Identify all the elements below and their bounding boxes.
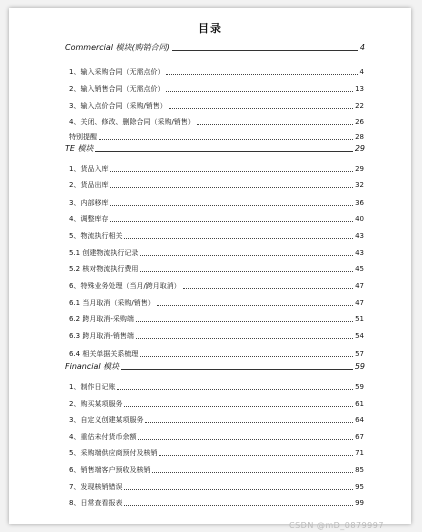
toc-page-number: 47	[355, 282, 364, 291]
toc-page-number: 29	[355, 164, 364, 173]
toc-entry-label: 6.4 相关单据关系梳理	[69, 349, 139, 358]
toc-leader-dots	[110, 187, 353, 188]
toc-leader-dots	[110, 171, 353, 172]
toc-section-row[interactable]	[65, 41, 365, 53]
toc-entry-label: 2、输入销售合同（无需点价）	[69, 85, 165, 93]
toc-entry-row[interactable]	[69, 178, 364, 190]
toc-page-number: 57	[355, 349, 364, 358]
toc-entry-row[interactable]	[69, 347, 364, 359]
toc-entry-label: 5、物流执行相关	[69, 232, 123, 241]
toc-leader-dots	[110, 205, 353, 206]
toc-leader-dots	[159, 455, 353, 456]
toc-entry-label: 5.2 核对物流执行费用	[69, 265, 139, 274]
toc-page-number: 13	[355, 85, 364, 93]
toc-leader-dots	[95, 151, 352, 152]
toc-page-number: 54	[355, 331, 364, 340]
toc-entry-label: 2、购买某项服务	[69, 399, 123, 408]
toc-section-row[interactable]	[65, 360, 365, 372]
toc-entry-row[interactable]	[69, 496, 364, 508]
toc-entry-label: 5、采购端供应商预付及核销	[69, 449, 158, 458]
toc-entry-row[interactable]	[69, 162, 364, 174]
toc-leader-dots	[152, 472, 353, 473]
toc-entry-label: 4、关闭、修改、删除合同（采购/销售）	[69, 118, 195, 127]
toc-page-number: 95	[355, 482, 364, 491]
toc-entry-label: 2、货品出库	[69, 181, 109, 190]
toc-leader-dots	[166, 74, 357, 75]
toc-entry-label: 4、调整库存	[69, 215, 109, 224]
toc-entry-label: 1、货品入库	[69, 164, 109, 173]
toc-page-number: 43	[355, 232, 364, 241]
toc-page-number: 67	[355, 432, 364, 441]
toc-entry-label: 6.3 跨月取消-销售端	[69, 331, 134, 340]
toc-entry-label: 3、内部移库	[69, 198, 109, 207]
toc-entry-row[interactable]	[69, 413, 364, 425]
toc-entry-row[interactable]	[69, 65, 364, 77]
toc-leader-dots	[124, 505, 353, 506]
toc-entry-label: 8、日常查看报表	[69, 499, 123, 508]
toc-page-number: 45	[355, 265, 364, 274]
toc-page-number: 71	[355, 449, 364, 458]
toc-leader-dots	[110, 221, 353, 222]
toc-page-number: 47	[355, 298, 364, 307]
toc-entry-label: 3、自定义创建某项服务	[69, 416, 144, 425]
toc-entry-label: 1、制作日记账	[69, 382, 116, 391]
toc-page-number: 22	[355, 101, 364, 110]
toc-entry-row[interactable]	[69, 115, 364, 127]
toc-title: 目录	[198, 22, 222, 35]
toc-page-number: 40	[355, 215, 364, 224]
toc-entry-row[interactable]	[69, 312, 364, 324]
toc-entry-label: TE 模块	[65, 144, 94, 154]
toc-entry-label: 4、重估未付货币余额	[69, 432, 137, 441]
toc-entry-label: 5.1 创建物流执行记录	[69, 248, 139, 257]
toc-page-number: 85	[355, 466, 364, 475]
toc-entry-row[interactable]	[69, 430, 364, 442]
toc-leader-dots	[136, 338, 353, 339]
toc-page-number: 61	[355, 399, 364, 408]
toc-page-number: 4	[359, 68, 364, 77]
toc-leader-dots	[121, 369, 353, 370]
toc-entry-row[interactable]	[69, 99, 364, 111]
toc-entry-label: 7、发现核销错误	[69, 482, 123, 491]
toc-entry-row[interactable]	[69, 279, 364, 291]
toc-page-number: 32	[355, 181, 364, 190]
toc-page-number: 26	[355, 118, 364, 127]
toc-leader-dots	[124, 238, 353, 239]
toc-entry-label: 特别提醒	[69, 133, 97, 142]
toc-entry-row[interactable]	[69, 296, 364, 308]
toc-entry-row[interactable]	[69, 480, 364, 492]
watermark: CSDN @mD_0879997	[289, 521, 384, 530]
toc-leader-dots	[124, 489, 353, 490]
toc-leader-dots	[117, 389, 353, 390]
toc-page-number: 99	[355, 499, 364, 508]
toc-leader-dots	[140, 356, 353, 357]
toc-page-number: 51	[355, 315, 364, 324]
toc-entry-label: Financial 模块	[65, 362, 120, 372]
toc-entry-row[interactable]	[69, 262, 364, 274]
toc-page-number: 29	[354, 144, 365, 154]
toc-entry-label: 1、输入采购合同（无需点价）	[69, 68, 165, 77]
toc-page-number: 43	[355, 248, 364, 257]
toc-entry-row[interactable]	[69, 397, 364, 409]
toc-leader-dots	[166, 91, 353, 92]
toc-page-number: 36	[355, 198, 364, 207]
toc-leader-dots	[169, 108, 353, 109]
toc-entry-row[interactable]	[69, 329, 364, 341]
toc-leader-dots	[140, 271, 353, 272]
toc-entry-label: Commercial 模块(购销合同)	[65, 43, 170, 53]
toc-entry-row[interactable]	[69, 229, 364, 241]
toc-entry-label: 6、特殊业务处理（当月/跨月取消）	[69, 282, 181, 291]
toc-entry-row[interactable]	[69, 380, 364, 392]
toc-leader-dots	[138, 439, 353, 440]
toc-leader-dots	[197, 124, 353, 125]
toc-page-number: 64	[355, 416, 364, 425]
toc-entry-label: 6.2 跨月取消-采购端	[69, 315, 134, 324]
toc-entry-row[interactable]	[69, 130, 364, 142]
toc-entry-row[interactable]	[69, 196, 364, 208]
toc-page-number: 59	[354, 362, 365, 372]
toc-leader-dots	[99, 139, 353, 140]
toc-leader-dots	[172, 50, 358, 51]
document-page	[9, 8, 411, 530]
toc-entry-row[interactable]	[69, 463, 364, 475]
toc-section-row[interactable]	[65, 142, 365, 154]
toc-leader-dots	[145, 422, 353, 423]
toc-entry-label: 6.1 当月取消（采购/销售）	[69, 298, 155, 307]
toc-entry-row[interactable]	[69, 82, 364, 94]
toc-page-number: 28	[355, 133, 364, 142]
toc-page-number: 4	[359, 43, 365, 53]
toc-leader-dots	[124, 406, 353, 407]
toc-leader-dots	[140, 255, 353, 256]
toc-entry-row[interactable]	[69, 446, 364, 458]
toc-entry-label: 6、销售端客户预收及核销	[69, 466, 151, 475]
toc-entry-label: 3、输入点价合同（采购/销售）	[69, 101, 167, 110]
toc-page-number: 59	[355, 382, 364, 391]
toc-leader-dots	[136, 321, 353, 322]
toc-leader-dots	[183, 288, 353, 289]
toc-leader-dots	[157, 305, 353, 306]
toc-entry-row[interactable]	[69, 246, 364, 258]
toc-entry-row[interactable]	[69, 212, 364, 224]
